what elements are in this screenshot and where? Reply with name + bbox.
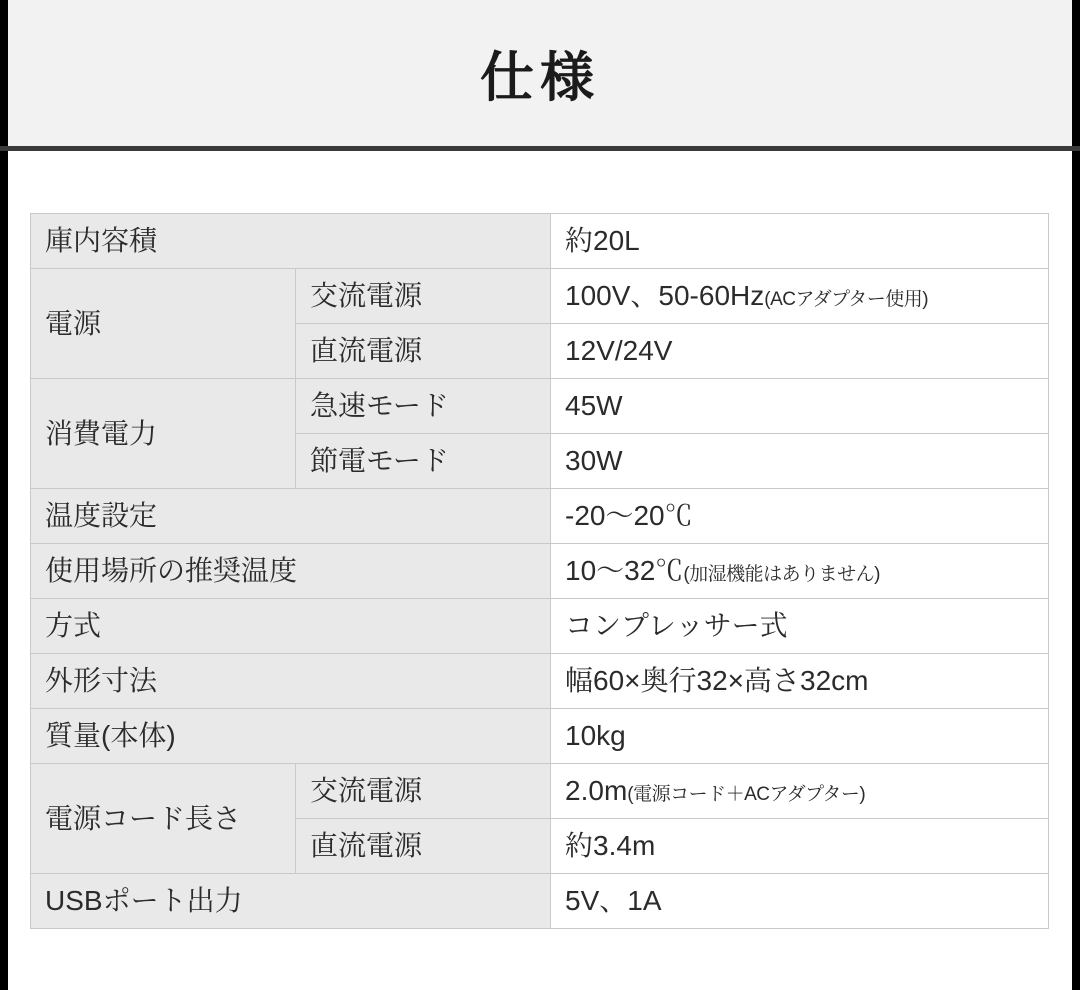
row-label: 消費電力	[31, 379, 296, 489]
row-value-text: 12V/24V	[565, 335, 673, 367]
row-value-text: 5V、1A	[565, 885, 662, 917]
row-sublabel: 直流電源	[296, 819, 551, 874]
table-row	[31, 544, 1049, 599]
row-value-text: 10kg	[565, 720, 626, 752]
row-value-text: 約3.4m	[565, 830, 656, 862]
table-row	[31, 489, 1049, 544]
page-title: 仕様	[480, 47, 600, 108]
row-value-text: 10〜32℃	[565, 555, 684, 587]
row-sublabel: 節電モード	[296, 434, 551, 489]
page-header	[8, 0, 1072, 146]
row-value	[551, 324, 1049, 379]
row-value-text: コンプレッサー式	[565, 610, 788, 642]
row-label: 電源コード長さ	[31, 764, 296, 874]
table-row	[31, 764, 1049, 819]
row-value-text: -20〜20℃	[565, 500, 693, 532]
row-value	[551, 819, 1049, 874]
table-row	[31, 379, 1049, 434]
row-value-text: 幅60×奥行32×高さ32cm	[565, 665, 869, 697]
row-label: USBポート出力	[31, 874, 551, 929]
table-row	[31, 709, 1049, 764]
row-value	[551, 874, 1049, 929]
row-value-text: 30W	[565, 445, 623, 477]
row-sublabel: 交流電源	[296, 764, 551, 819]
row-label: 電源	[31, 269, 296, 379]
row-value-text: 約20L	[565, 225, 640, 257]
table-row	[31, 874, 1049, 929]
row-value	[551, 489, 1049, 544]
row-sublabel: 交流電源	[296, 269, 551, 324]
table-row	[31, 654, 1049, 709]
row-value-text: 2.0m	[565, 775, 628, 807]
table-row	[31, 269, 1049, 324]
row-label: 外形寸法	[31, 654, 551, 709]
specification-table	[30, 213, 1049, 929]
spec-body	[8, 151, 1072, 990]
row-value	[551, 269, 1049, 324]
table-row	[31, 599, 1049, 654]
row-value	[551, 709, 1049, 764]
row-sublabel: 直流電源	[296, 324, 551, 379]
row-value-note: (電源コード＋ACアダプター)	[627, 784, 866, 806]
row-sublabel: 急速モード	[296, 379, 551, 434]
row-label: 使用場所の推奨温度	[31, 544, 551, 599]
row-label: 質量(本体)	[31, 709, 551, 764]
row-value	[551, 599, 1049, 654]
row-value	[551, 214, 1049, 269]
row-value	[551, 654, 1049, 709]
row-value-note: (加湿機能はありません)	[683, 564, 880, 586]
row-value	[551, 379, 1049, 434]
row-label: 方式	[31, 599, 551, 654]
row-value	[551, 764, 1049, 819]
row-value-text: 100V、50-60Hz	[565, 280, 765, 312]
row-value-text: 45W	[565, 390, 623, 422]
row-label: 温度設定	[31, 489, 551, 544]
row-value-note: (ACアダプター使用)	[764, 289, 929, 311]
table-row	[31, 214, 1049, 269]
row-value	[551, 434, 1049, 489]
row-label: 庫内容積	[31, 214, 551, 269]
row-value	[551, 544, 1049, 599]
